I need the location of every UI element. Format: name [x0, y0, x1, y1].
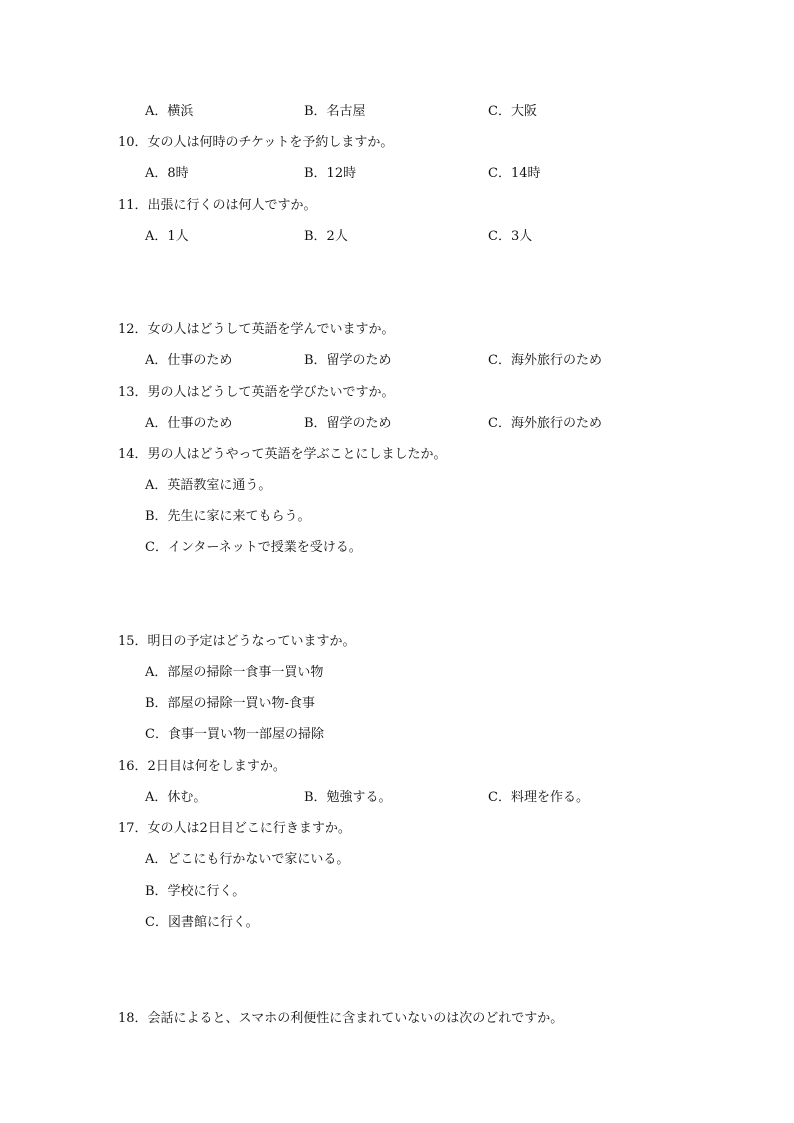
q14-option-b: B．先生に家に来てもらう。	[145, 509, 311, 524]
question-18: 18．会話によると、スマホの利便性に含まれていないのは次のどれですか。	[118, 1011, 564, 1026]
q10-option-a: A．8時	[145, 166, 189, 181]
q9-option-a: A．横浜	[145, 104, 194, 119]
q10-option-b: B．12時	[304, 166, 357, 181]
q14-option-a: A．英語教室に通う。	[145, 478, 272, 493]
q15-option-a: A．部屋の掃除一食事一買い物	[145, 665, 324, 680]
q16-option-c: C．料理を作る。	[488, 790, 589, 805]
q12-option-a: A．仕事のため	[145, 353, 233, 368]
question-17: 17．女の人は2日目どこに行きますか。	[118, 821, 351, 836]
question-13: 13．男の人はどうして英語を学びたいですか。	[118, 385, 395, 400]
q10-option-c: C．14時	[488, 166, 541, 181]
q17-option-c: C．図書館に行く。	[145, 915, 259, 930]
q13-option-c: C．海外旅行のため	[488, 416, 602, 431]
question-11: 11．出張に行くのは何人ですか。	[118, 198, 317, 213]
q11-option-a: A．1人	[145, 229, 189, 244]
q17-option-b: B．学校に行く。	[145, 884, 246, 899]
q16-option-a: A．休む。	[145, 790, 207, 805]
question-15: 15．明日の予定はどうなっていますか。	[118, 634, 356, 649]
q16-option-b: B．勉強する。	[304, 790, 392, 805]
q12-option-c: C．海外旅行のため	[488, 353, 602, 368]
q13-option-b: B．留学のため	[304, 416, 392, 431]
q15-option-b: B．部屋の掃除一買い物-食事	[145, 696, 315, 711]
q9-option-b: B．名古屋	[304, 104, 366, 119]
q15-option-c: C．食事一買い物一部屋の掃除	[145, 727, 324, 742]
q12-option-b: B．留学のため	[304, 353, 392, 368]
q14-option-c: C．インターネットで授業を受ける。	[145, 540, 362, 555]
q11-option-c: C．3人	[488, 229, 533, 244]
q11-option-b: B．2人	[304, 229, 348, 244]
question-10: 10．女の人は何時のチケットを予約しますか。	[118, 135, 394, 150]
question-16: 16．2日目は何をしますか。	[118, 759, 286, 774]
q9-option-c: C．大阪	[488, 104, 537, 119]
question-12: 12．女の人はどうして英語を学んでいますか。	[118, 322, 395, 337]
q13-option-a: A．仕事のため	[145, 416, 233, 431]
q17-option-a: A．どこにも行かないで家にいる。	[145, 852, 350, 867]
question-14: 14．男の人はどうやって英語を学ぶことにしましたか。	[118, 447, 447, 462]
